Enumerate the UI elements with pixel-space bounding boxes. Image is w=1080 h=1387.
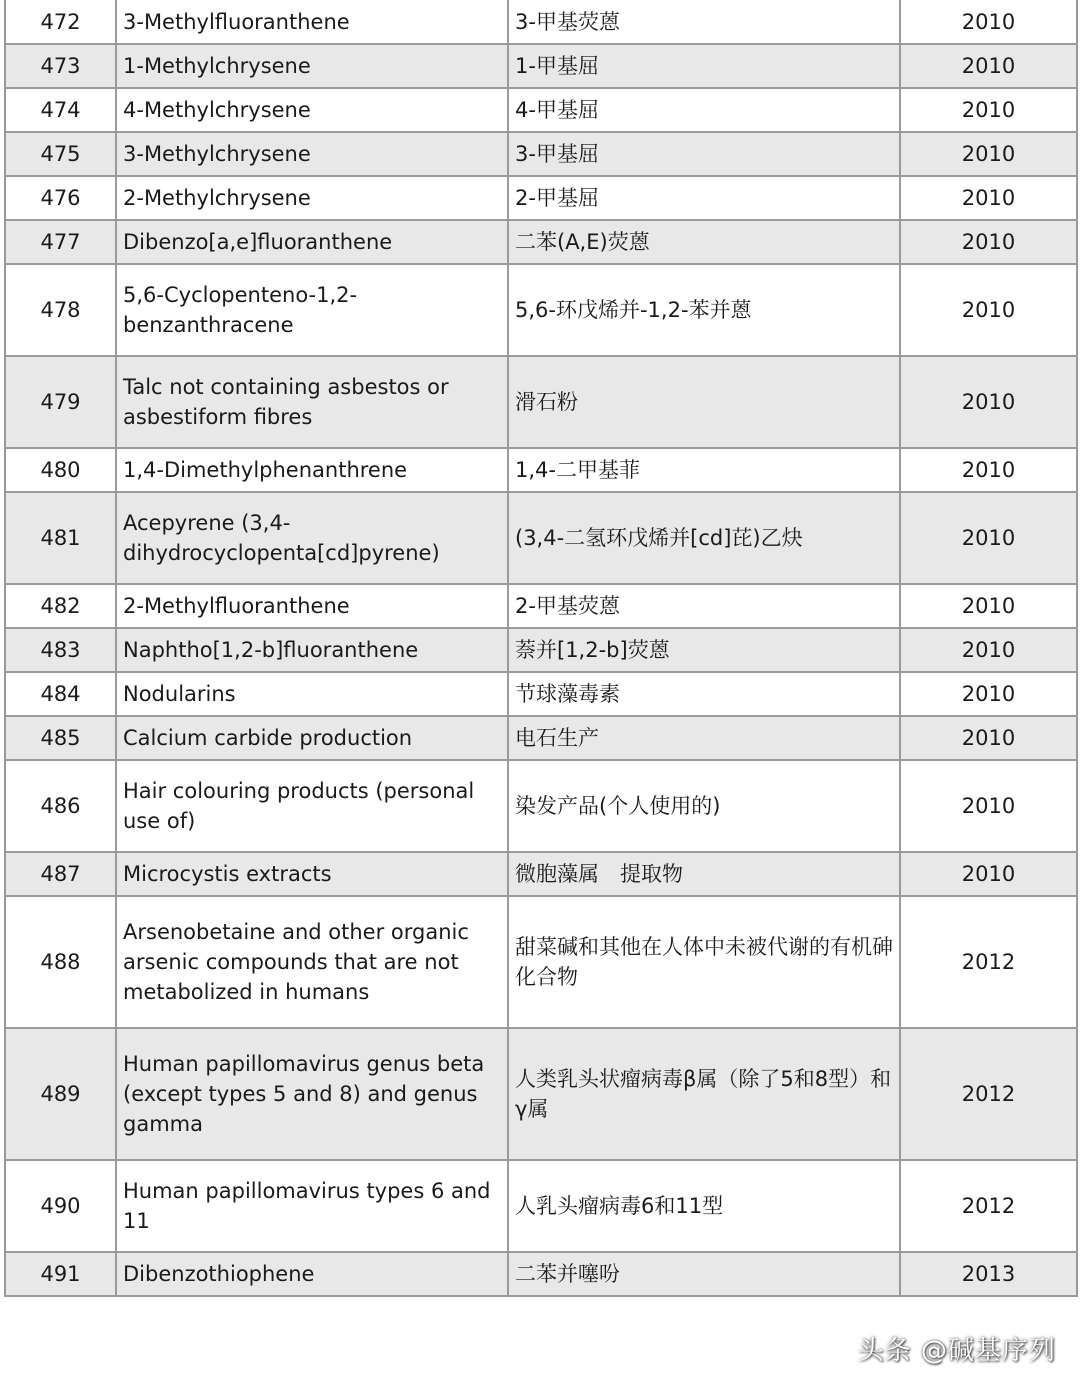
table-row [5, 896, 1077, 1028]
year: 2010 [900, 760, 1077, 852]
year: 2010 [900, 132, 1077, 176]
table-row [5, 132, 1077, 176]
watermark: 头条 @碱基序列 [857, 1336, 1056, 1366]
chinese-name: 5,6-环戊烯并-1,2-苯并蒽 [508, 264, 900, 356]
year: 2010 [900, 220, 1077, 264]
row-number: 476 [5, 176, 116, 220]
english-name: 5,6-Cyclopenteno-1,2-benzanthracene [116, 264, 508, 356]
row-number: 480 [5, 448, 116, 492]
carcinogen-table [4, 0, 1078, 1297]
chinese-name: 滑石粉 [508, 356, 900, 448]
english-name: Nodularins [116, 672, 508, 716]
chinese-name: 染发产品(个人使用的) [508, 760, 900, 852]
table-row [5, 220, 1077, 264]
english-name: 4-Methylchrysene [116, 88, 508, 132]
year: 2010 [900, 672, 1077, 716]
row-number: 486 [5, 760, 116, 852]
year: 2010 [900, 492, 1077, 584]
year: 2010 [900, 852, 1077, 896]
english-name: Arsenobetaine and other organic arsenic compounds that are not metabolized in humans [116, 896, 508, 1028]
chinese-name: 1,4-二甲基菲 [508, 448, 900, 492]
table-row [5, 628, 1077, 672]
year: 2010 [900, 176, 1077, 220]
row-number: 490 [5, 1160, 116, 1252]
table-row [5, 88, 1077, 132]
english-name: 1,4-Dimethylphenanthrene [116, 448, 508, 492]
year: 2010 [900, 44, 1077, 88]
row-number: 475 [5, 132, 116, 176]
english-name: Acepyrene (3,4-dihydrocyclopenta[cd]pyrene) [116, 492, 508, 584]
english-name: 3-Methylchrysene [116, 132, 508, 176]
english-name: 3-Methylfluoranthene [116, 0, 508, 44]
year: 2010 [900, 0, 1077, 44]
table-row [5, 492, 1077, 584]
year: 2010 [900, 264, 1077, 356]
chinese-name: 微胞藻属 提取物 [508, 852, 900, 896]
table-row [5, 448, 1077, 492]
chinese-name: 3-甲基屈 [508, 132, 900, 176]
english-name: Dibenzo[a,e]fluoranthene [116, 220, 508, 264]
row-number: 479 [5, 356, 116, 448]
english-name: 1-Methylchrysene [116, 44, 508, 88]
row-number: 473 [5, 44, 116, 88]
chinese-name: 二苯并噻吩 [508, 1252, 900, 1296]
year: 2013 [900, 1252, 1077, 1296]
table-row [5, 760, 1077, 852]
year: 2010 [900, 88, 1077, 132]
english-name: Naphtho[1,2-b]fluoranthene [116, 628, 508, 672]
row-number: 489 [5, 1028, 116, 1160]
row-number: 481 [5, 492, 116, 584]
chinese-name: (3,4-二氢环戊烯并[cd]芘)乙炔 [508, 492, 900, 584]
english-name: Talc not containing asbestos or asbestiform fibres [116, 356, 508, 448]
chinese-name: 2-甲基屈 [508, 176, 900, 220]
table-row [5, 264, 1077, 356]
row-number: 491 [5, 1252, 116, 1296]
row-number: 474 [5, 88, 116, 132]
table-row [5, 852, 1077, 896]
chinese-name: 甜菜碱和其他在人体中未被代谢的有机砷化合物 [508, 896, 900, 1028]
table-row [5, 1252, 1077, 1296]
english-name: 2-Methylchrysene [116, 176, 508, 220]
chinese-name: 1-甲基屈 [508, 44, 900, 88]
chinese-name: 节球藻毒素 [508, 672, 900, 716]
year: 2012 [900, 896, 1077, 1028]
table-row [5, 0, 1077, 44]
chinese-name: 4-甲基屈 [508, 88, 900, 132]
chinese-name: 人类乳头状瘤病毒β属（除了5和8型）和γ属 [508, 1028, 900, 1160]
year: 2010 [900, 356, 1077, 448]
row-number: 488 [5, 896, 116, 1028]
year: 2010 [900, 448, 1077, 492]
english-name: Hair colouring products (personal use of) [116, 760, 508, 852]
chinese-name: 3-甲基荧蒽 [508, 0, 900, 44]
row-number: 478 [5, 264, 116, 356]
english-name: Human papillomavirus genus beta (except types 5 and 8) and genus gamma [116, 1028, 508, 1160]
row-number: 483 [5, 628, 116, 672]
english-name: 2-Methylfluoranthene [116, 584, 508, 628]
english-name: Calcium carbide production [116, 716, 508, 760]
row-number: 485 [5, 716, 116, 760]
chinese-name: 二苯(A,E)荧蒽 [508, 220, 900, 264]
table-row [5, 356, 1077, 448]
year: 2010 [900, 628, 1077, 672]
english-name: Dibenzothiophene [116, 1252, 508, 1296]
row-number: 484 [5, 672, 116, 716]
row-number: 472 [5, 0, 116, 44]
chinese-name: 电石生产 [508, 716, 900, 760]
table-row [5, 672, 1077, 716]
table-row [5, 176, 1077, 220]
year: 2010 [900, 716, 1077, 760]
table-row [5, 1160, 1077, 1252]
table-row [5, 1028, 1077, 1160]
year: 2010 [900, 584, 1077, 628]
row-number: 477 [5, 220, 116, 264]
carcinogen-table-wrapper [4, 0, 1076, 1297]
chinese-name: 2-甲基荧蒽 [508, 584, 900, 628]
chinese-name: 人乳头瘤病毒6和11型 [508, 1160, 900, 1252]
english-name: Human papillomavirus types 6 and 11 [116, 1160, 508, 1252]
row-number: 487 [5, 852, 116, 896]
year: 2012 [900, 1028, 1077, 1160]
row-number: 482 [5, 584, 116, 628]
year: 2012 [900, 1160, 1077, 1252]
table-row [5, 44, 1077, 88]
table-row [5, 716, 1077, 760]
chinese-name: 萘并[1,2-b]荧蒽 [508, 628, 900, 672]
english-name: Microcystis extracts [116, 852, 508, 896]
table-row [5, 584, 1077, 628]
